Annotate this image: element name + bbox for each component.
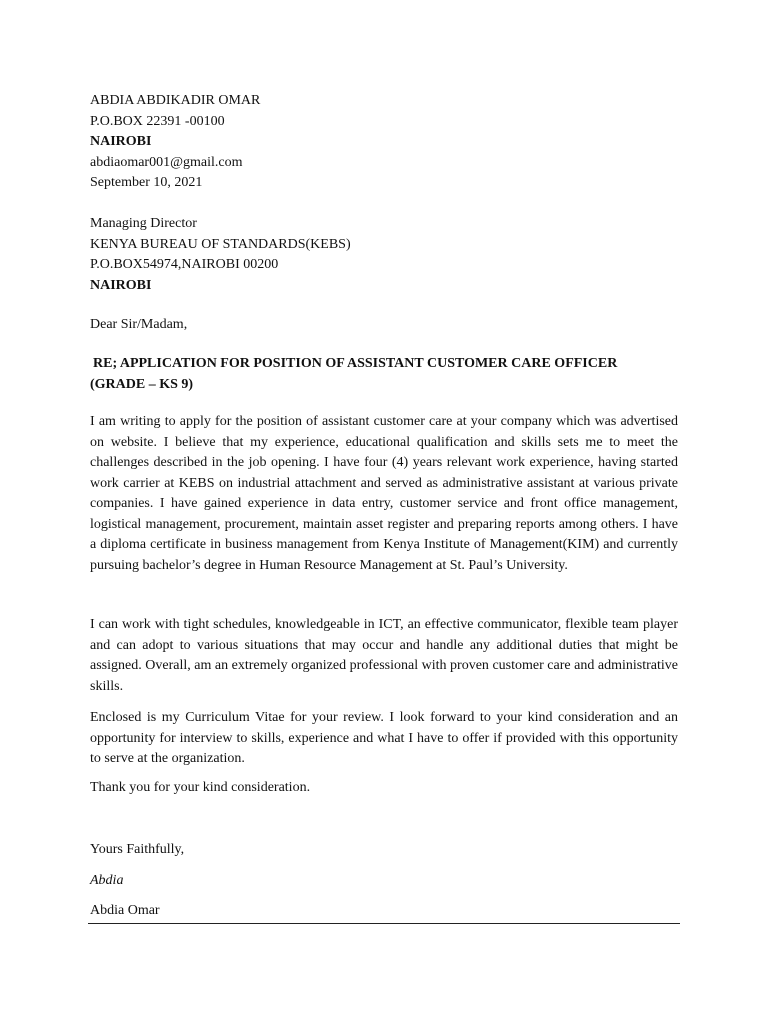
recipient-po-box: P.O.BOX54974,NAIROBI 00200 [90,257,279,272]
sender-name: ABDIA ABDIKADIR OMAR [90,93,261,108]
signature-rule [88,923,680,924]
salutation-text: Dear Sir/Madam, [90,317,188,332]
recipient-organization: KENYA BUREAU OF STANDARDS(KEBS) [90,236,351,252]
body-paragraph-4 [90,778,678,799]
paragraph-text: I can work with tight schedules, knowledgeable in ICT, an effective communicator, flexible team player and can adopt to various situations that may occur and handle any additional duties that might be assigned. Overall, am an extremely organized professional with proven customer care and administrative skills. [90,617,678,694]
sender-city: NAIROBI [90,134,152,149]
sender-address [90,91,678,194]
paragraph-text: I am writing to apply for the position of assistant customer care at your company which was advertised on website. I believe that my experience, educational qualification and skills sets me to meet the challenges described in the job opening. I have four (4) years relevant work experience, having started work carrier at KEBS on industrial attachment and served as administrative assistant at various private companies. I have gained experience in data entry, customer service and front office management, logistical management, procurement, maintain asset register and preparing reports among others. I have a diploma certificate in business management from Kenya Institute of Management(KIM) and currently pursuing bachelor’s degree in Human Resource Management at St. Paul’s University. [90,414,678,573]
closing-valediction [90,840,678,861]
paragraph-text: Thank you for your kind consideration. [90,780,311,795]
letter-date: September 10, 2021 [90,175,203,190]
valediction-text: Yours Faithfully, [90,842,185,857]
body-paragraph-2 [90,615,678,697]
paragraph-text: Enclosed is my Curriculum Vitae for your review. I look forward to your kind consideration and an opportunity for interview to skills, experience and what I have to offer if provided with this opportunity to serve at the organization. [90,710,678,766]
subject-line-1: RE; APPLICATION FOR POSITION OF ASSISTANT CUSTOMER CARE OFFICER [93,356,618,371]
recipient-address [90,214,678,296]
signature-text: Abdia [90,873,124,888]
closing-signature [90,871,678,892]
subject-heading [90,353,681,395]
sender-po-box: P.O.BOX 22391 -00100 [90,113,225,129]
subject-line-2: (GRADE – KS 9) [90,377,194,392]
body-paragraph-1 [90,412,678,576]
salutation [90,315,678,336]
recipient-city: NAIROBI [90,277,152,293]
printed-name-text: Abdia Omar [90,903,160,918]
body-paragraph-3 [90,708,678,770]
recipient-title: Managing Director [90,216,197,231]
sender-email: abdiaomar001@gmail.com [90,154,243,170]
closing-printed-name [90,901,678,922]
